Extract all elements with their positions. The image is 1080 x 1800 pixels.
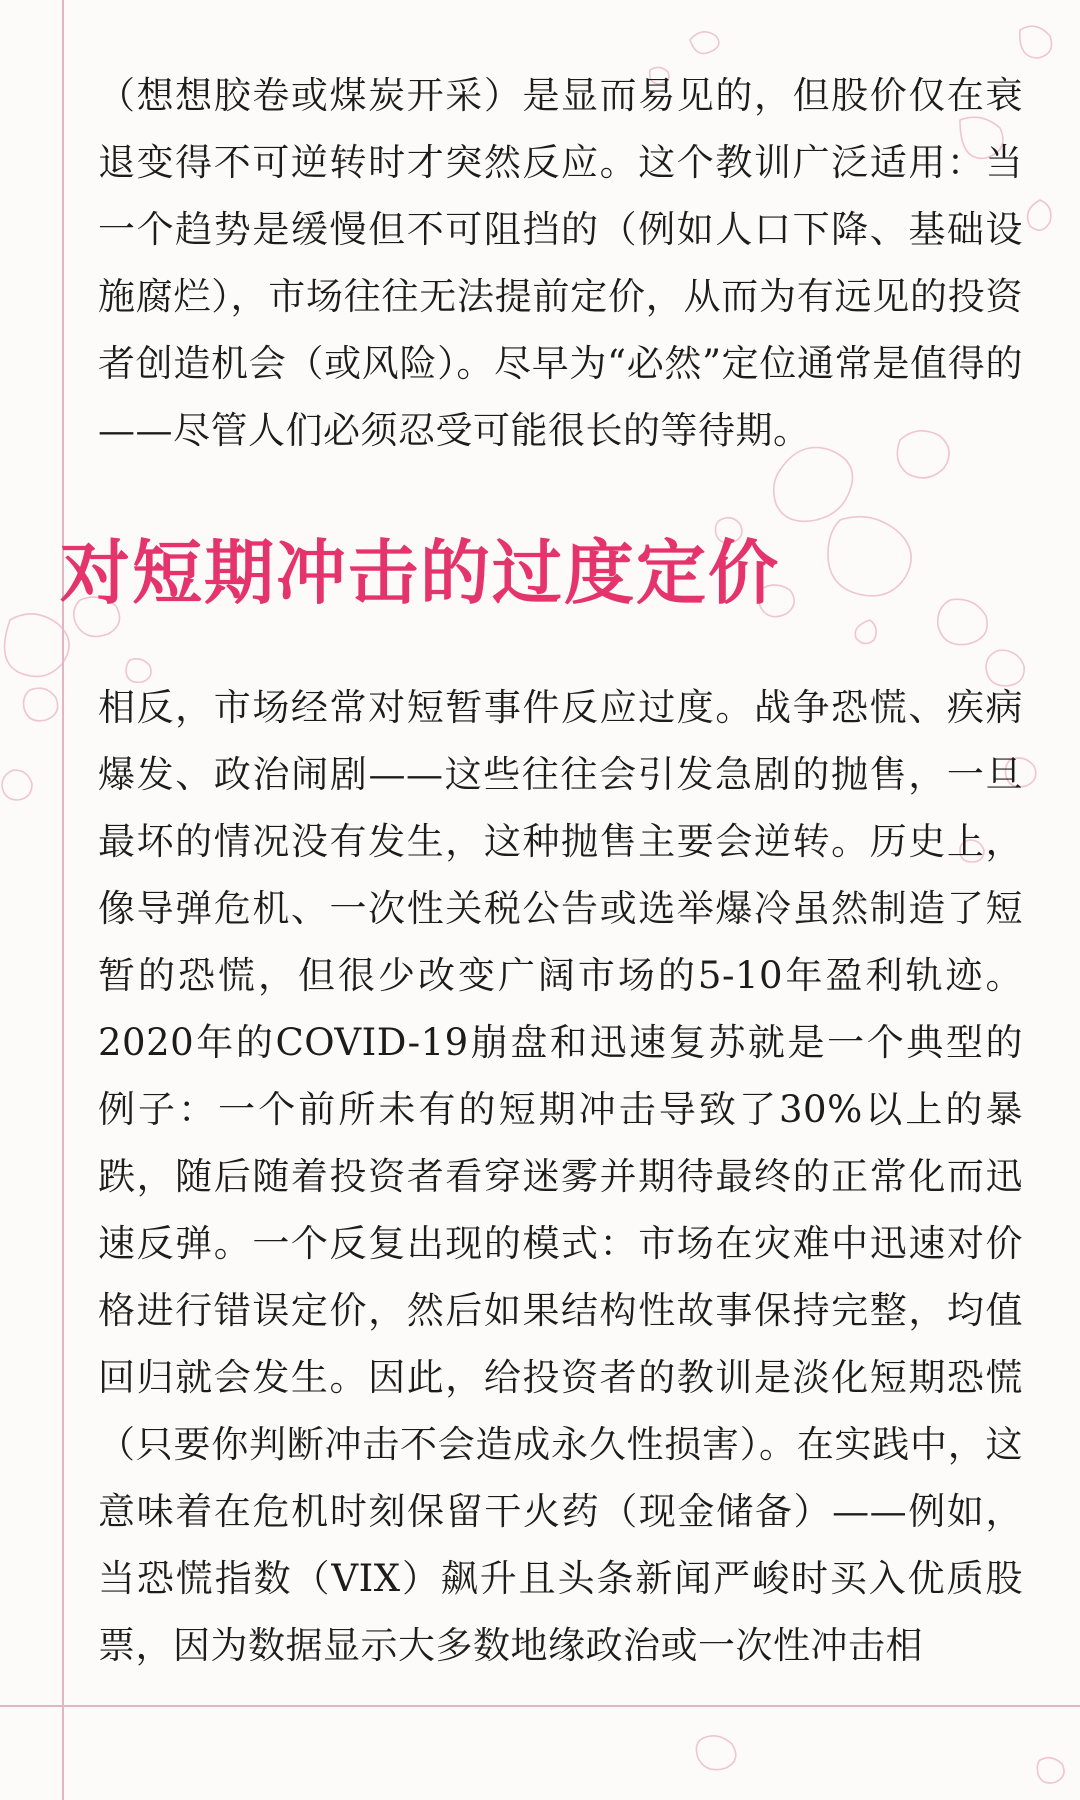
bottom-rule (0, 1705, 1080, 1707)
paragraph-intro: （想想胶卷或煤炭开采）是显而易见的，但股价仅在衰退变得不可逆转时才突然反应。这个教训广泛适用：当一个趋势是缓慢但不可阻挡的（例如人口下降、基础设施腐烂），市场往往无法提前定价，从而为有远见的投资者创造机会（或风险）。尽早为“必然”定位通常是值得的——尽管人们必须忍受可能很长的等待期。 (98, 74, 1023, 452)
section-heading: 对短期冲击的过度定价 (60, 531, 780, 614)
left-margin-rule (62, 0, 64, 1800)
paragraph-short-term-shocks: 相反，市场经常对短暂事件反应过度。战争恐慌、疾病爆发、政治闹剧——这些往往会引发急剧的抛售，一旦最坏的情况没有发生，这种抛售主要会逆转。历史上，像导弹危机、一次性关税公告或选举爆冷虽然制造了短暂的恐慌，但很少改变广阔市场的5-10年盈利轨迹。2020年的COVID-19崩盘和迅速复苏就是一个典型的例子：一个前所未有的短期冲击导致了30%以上的暴跌，随后随着投资者看穿迷雾并期待最终的正常化而迅速反弹。一个反复出现的模式：市场在灾难中迅速对价格进行错误定价，然后如果结构性故事保持完整，均值回归就会发生。因此，给投资者的教训是淡化短期恐慌（只要你判断冲击不会造成永久性损害）。在实践中，这意味着在危机时刻保留干火药（现金储备）——例如，当恐慌指数（VIX）飙升且头条新闻严峻时买入优质股票，因为数据显示大多数地缘政治或一次性冲击相 (98, 686, 1023, 1667)
article-body (60, 62, 1023, 1679)
